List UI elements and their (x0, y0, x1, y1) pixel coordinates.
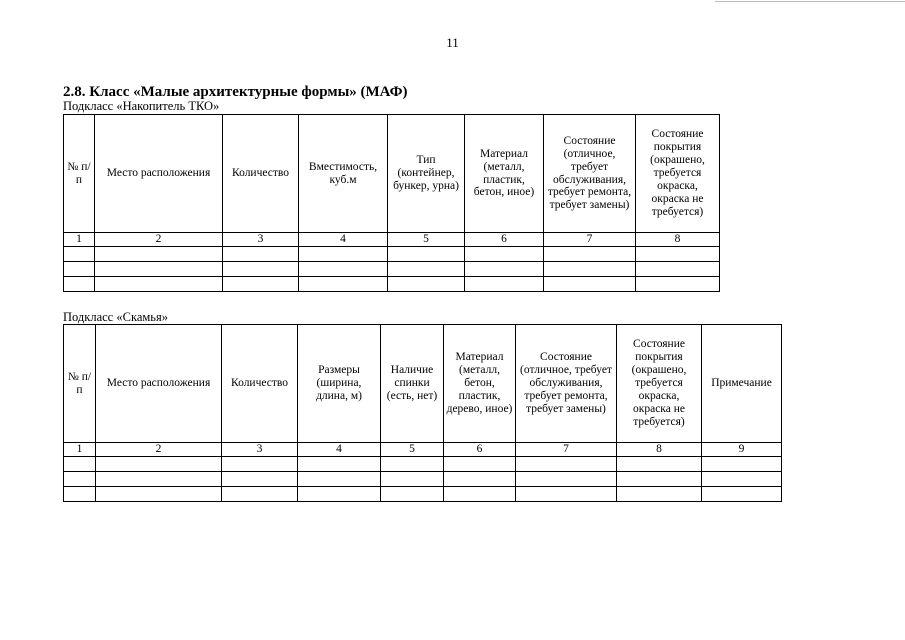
empty-cell[interactable] (64, 471, 96, 486)
header-cell: Материал (металл, пластик, бетон, иное) (465, 115, 544, 233)
column-number-cell: 6 (444, 443, 516, 457)
header-row (64, 115, 720, 233)
column-number-cell: 7 (516, 443, 617, 457)
column-number-cell: 4 (299, 233, 388, 247)
header-cell: Состояние (отличное, требует обслуживания, требует ремонта, требует замены) (516, 325, 617, 443)
header-cell: Состояние покрытия (окрашено, требуется окраска, окраска не требуется) (636, 115, 720, 233)
column-number-cell: 7 (544, 233, 636, 247)
column-number-cell: 8 (636, 233, 720, 247)
header-cell: № п/п (64, 325, 96, 443)
subclass-title-waste-storage: Подкласс «Накопитель ТКО» (63, 99, 220, 113)
empty-cell[interactable] (465, 246, 544, 261)
empty-cell[interactable] (617, 456, 702, 471)
empty-cell[interactable] (516, 456, 617, 471)
table-row (64, 276, 720, 291)
column-number-cell: 6 (465, 233, 544, 247)
column-number-cell: 8 (617, 443, 702, 457)
empty-cell[interactable] (381, 471, 444, 486)
column-number-cell: 9 (702, 443, 782, 457)
empty-cell[interactable] (299, 276, 388, 291)
header-cell: Количество (223, 115, 299, 233)
empty-cell[interactable] (388, 261, 465, 276)
empty-cell[interactable] (223, 261, 299, 276)
empty-cell[interactable] (64, 486, 96, 501)
empty-cell[interactable] (222, 486, 298, 501)
empty-cell[interactable] (544, 276, 636, 291)
empty-cell[interactable] (95, 261, 223, 276)
column-number-cell: 4 (298, 443, 381, 457)
header-cell: Состояние (отличное, требует обслуживания, требует ремонта, требует замены) (544, 115, 636, 233)
empty-cell[interactable] (96, 486, 222, 501)
top-rule (715, 1, 905, 2)
waste-storage-table (63, 114, 720, 292)
empty-cell[interactable] (298, 486, 381, 501)
header-cell: Тип (контейнер, бункер, урна) (388, 115, 465, 233)
column-number-cell: 2 (95, 233, 223, 247)
empty-cell[interactable] (96, 471, 222, 486)
empty-cell[interactable] (444, 456, 516, 471)
empty-cell[interactable] (96, 456, 222, 471)
empty-cell[interactable] (298, 471, 381, 486)
empty-cell[interactable] (223, 276, 299, 291)
table-row (64, 456, 782, 471)
section-heading: 2.8. Класс «Малые архитектурные формы» (МАФ) (63, 84, 408, 100)
empty-cell[interactable] (444, 471, 516, 486)
empty-cell[interactable] (64, 276, 95, 291)
empty-cell[interactable] (388, 276, 465, 291)
table-row (64, 486, 782, 501)
empty-cell[interactable] (381, 456, 444, 471)
column-number-cell: 1 (64, 233, 95, 247)
empty-cell[interactable] (64, 261, 95, 276)
header-cell: Место расположения (96, 325, 222, 443)
table-row (64, 471, 782, 486)
header-cell: Наличие спинки (есть, нет) (381, 325, 444, 443)
empty-cell[interactable] (544, 261, 636, 276)
column-number-row (64, 443, 782, 457)
empty-cell[interactable] (636, 261, 720, 276)
empty-cell[interactable] (516, 486, 617, 501)
empty-cell[interactable] (64, 246, 95, 261)
subclass-title-bench: Подкласс «Скамья» (63, 310, 168, 324)
empty-cell[interactable] (95, 246, 223, 261)
empty-cell[interactable] (465, 261, 544, 276)
empty-cell[interactable] (299, 261, 388, 276)
empty-cell[interactable] (444, 486, 516, 501)
empty-cell[interactable] (223, 246, 299, 261)
column-number-row (64, 233, 720, 247)
table-row (64, 246, 720, 261)
header-cell: Место расположения (95, 115, 223, 233)
header-cell: Размеры (ширина, длина, м) (298, 325, 381, 443)
empty-cell[interactable] (465, 276, 544, 291)
empty-cell[interactable] (388, 246, 465, 261)
table-row (64, 261, 720, 276)
column-number-cell: 2 (96, 443, 222, 457)
empty-cell[interactable] (702, 471, 782, 486)
bench-table (63, 324, 782, 502)
header-cell: Материал (металл, бетон, пластик, дерево, иное) (444, 325, 516, 443)
empty-cell[interactable] (381, 486, 444, 501)
column-number-cell: 3 (223, 233, 299, 247)
header-cell: Примечание (702, 325, 782, 443)
empty-cell[interactable] (636, 246, 720, 261)
header-cell: Вместимость, куб.м (299, 115, 388, 233)
empty-cell[interactable] (222, 471, 298, 486)
header-cell: № п/п (64, 115, 95, 233)
empty-cell[interactable] (299, 246, 388, 261)
empty-cell[interactable] (702, 486, 782, 501)
empty-cell[interactable] (617, 486, 702, 501)
empty-cell[interactable] (617, 471, 702, 486)
empty-cell[interactable] (544, 246, 636, 261)
header-cell: Количество (222, 325, 298, 443)
empty-cell[interactable] (222, 456, 298, 471)
column-number-cell: 1 (64, 443, 96, 457)
empty-cell[interactable] (95, 276, 223, 291)
column-number-cell: 5 (388, 233, 465, 247)
page-number: 11 (446, 35, 459, 50)
header-row (64, 325, 782, 443)
empty-cell[interactable] (298, 456, 381, 471)
header-cell: Состояние покрытия (окрашено, требуется окраска, окраска не требуется) (617, 325, 702, 443)
empty-cell[interactable] (702, 456, 782, 471)
column-number-cell: 5 (381, 443, 444, 457)
empty-cell[interactable] (636, 276, 720, 291)
empty-cell[interactable] (516, 471, 617, 486)
empty-cell[interactable] (64, 456, 96, 471)
column-number-cell: 3 (222, 443, 298, 457)
